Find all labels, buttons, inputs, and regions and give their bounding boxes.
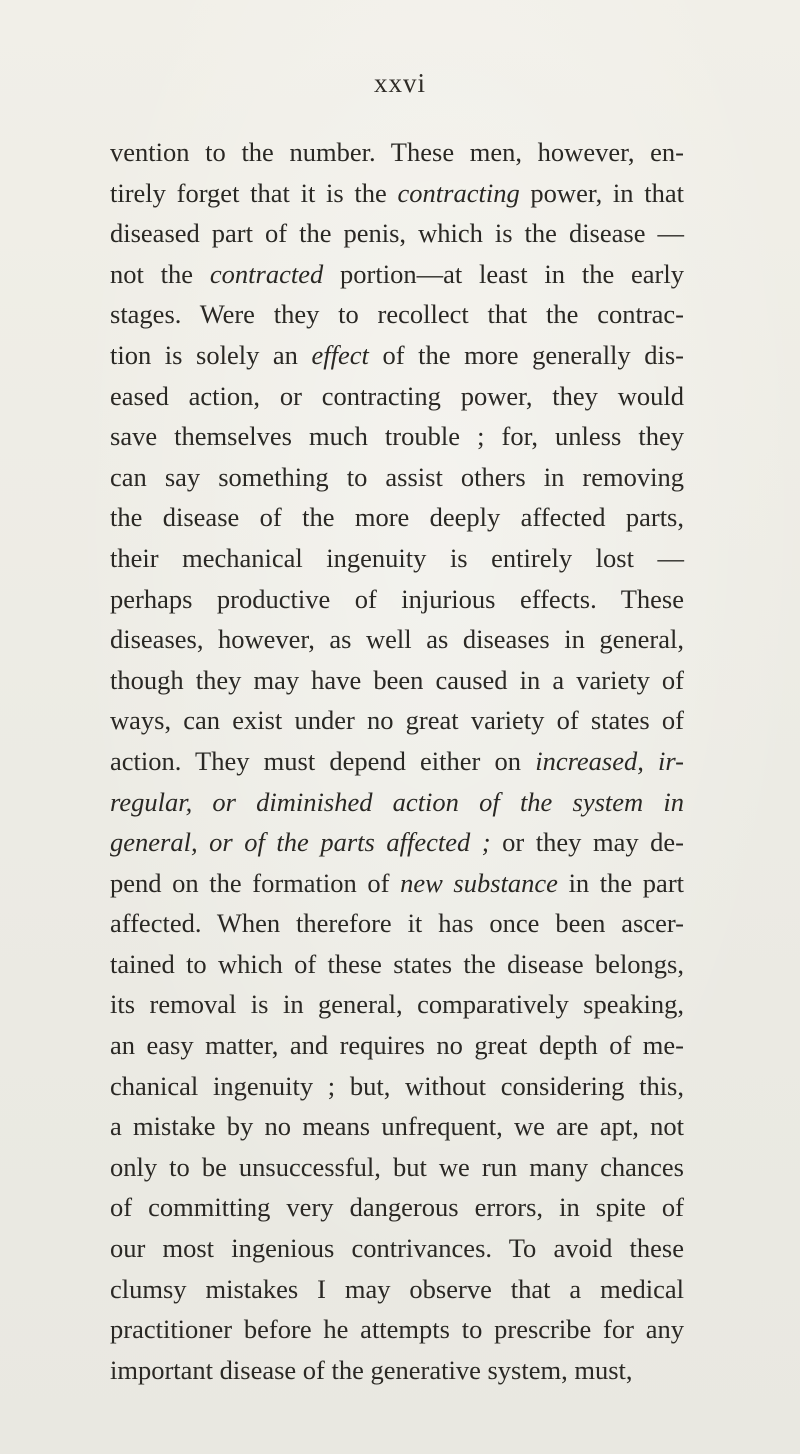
text-line bbox=[110, 213, 684, 254]
text-line bbox=[110, 1228, 684, 1269]
text-line bbox=[110, 1066, 684, 1107]
text-run: a mistake by no means unfrequent, we are apt, not bbox=[110, 1111, 684, 1142]
text-run: ways, can exist under no great variety of states of bbox=[110, 705, 684, 736]
text-run: save themselves much trouble ; for, unless they bbox=[110, 421, 684, 452]
text-run: tion is solely an bbox=[110, 339, 312, 370]
text-run: diseased part of the penis, which is the disease — bbox=[110, 218, 684, 249]
text-line bbox=[110, 376, 684, 417]
italic-text-run: effect bbox=[311, 339, 369, 370]
text-run: can say something to assist others in removing bbox=[110, 461, 684, 492]
text-run: of the more generally dis- bbox=[368, 339, 684, 370]
text-line bbox=[110, 132, 684, 173]
text-run: diseases, however, as well as diseases in general, bbox=[110, 624, 684, 655]
text-run: action. They must depend either on bbox=[110, 745, 536, 776]
text-line bbox=[110, 619, 684, 660]
text-line bbox=[110, 1147, 684, 1188]
text-line bbox=[110, 538, 684, 579]
text-run: perhaps productive of injurious effects. These bbox=[110, 583, 684, 614]
text-run: their mechanical ingenuity is entirely lost — bbox=[110, 542, 684, 573]
text-line bbox=[110, 782, 684, 823]
text-run: not the bbox=[110, 258, 210, 289]
text-run: chanical ingenuity ; but, without considering this, bbox=[110, 1070, 684, 1101]
text-run: of committing very dangerous errors, in spite of bbox=[110, 1192, 684, 1223]
text-line bbox=[110, 741, 684, 782]
text-run: tirely forget that it is the bbox=[110, 177, 398, 208]
text-run: clumsy mistakes I may observe that a medical bbox=[110, 1273, 684, 1304]
italic-text-run: general, or of the parts affected ; bbox=[110, 827, 491, 858]
text-run: or they may de- bbox=[490, 827, 684, 858]
page-number: xxvi bbox=[373, 68, 426, 98]
text-line bbox=[110, 497, 684, 538]
italic-text-run: regular, or diminished action of the system in bbox=[110, 786, 684, 817]
italic-text-run: contracting bbox=[397, 177, 520, 208]
text-line bbox=[110, 944, 684, 985]
text-run: pend on the formation of bbox=[110, 867, 401, 898]
italic-text-run: new substance bbox=[400, 867, 558, 898]
text-line bbox=[110, 335, 684, 376]
text-line bbox=[110, 254, 684, 295]
body-text bbox=[110, 132, 684, 1390]
text-run: tained to which of these states the disease belongs, bbox=[110, 948, 684, 979]
text-run: an easy matter, and requires no great depth of me- bbox=[110, 1030, 684, 1061]
text-line bbox=[110, 294, 684, 335]
text-line bbox=[110, 1025, 684, 1066]
text-run: its removal is in general, comparatively speaking, bbox=[110, 989, 684, 1020]
text-line bbox=[110, 903, 684, 944]
text-line bbox=[110, 1309, 684, 1350]
text-run: though they may have been caused in a variety of bbox=[110, 664, 684, 695]
text-run: only to be unsuccessful, but we run many chances bbox=[110, 1151, 684, 1182]
text-line bbox=[110, 700, 684, 741]
text-line bbox=[110, 1106, 684, 1147]
text-line bbox=[110, 984, 684, 1025]
italic-text-run: increased, ir- bbox=[535, 745, 684, 776]
text-run: in the part bbox=[557, 867, 685, 898]
text-line bbox=[110, 863, 684, 904]
text-run: practitioner before he attempts to prescribe for any bbox=[110, 1314, 684, 1345]
text-line bbox=[110, 416, 684, 457]
italic-text-run: contracted bbox=[209, 258, 324, 289]
text-line bbox=[110, 457, 684, 498]
text-line bbox=[110, 1350, 684, 1391]
text-run: eased action, or contracting power, they would bbox=[110, 380, 684, 411]
text-line bbox=[110, 173, 684, 214]
text-line bbox=[110, 579, 684, 620]
text-run: our most ingenious contrivances. To avoid these bbox=[110, 1233, 684, 1264]
text-run: portion—at least in the early bbox=[323, 258, 684, 289]
text-line bbox=[110, 822, 684, 863]
text-line bbox=[110, 1269, 684, 1310]
text-run: affected. When therefore it has once been ascer- bbox=[110, 908, 684, 939]
text-run: power, in that bbox=[519, 177, 685, 208]
text-run: stages. Were they to recollect that the contrac- bbox=[110, 299, 684, 330]
text-line bbox=[110, 660, 684, 701]
text-run: the disease of the more deeply affected parts, bbox=[110, 502, 684, 533]
text-run: important disease of the generative system, must, bbox=[110, 1354, 633, 1385]
text-line bbox=[110, 1187, 684, 1228]
text-run: vention to the number. These men, however, en- bbox=[110, 137, 684, 167]
